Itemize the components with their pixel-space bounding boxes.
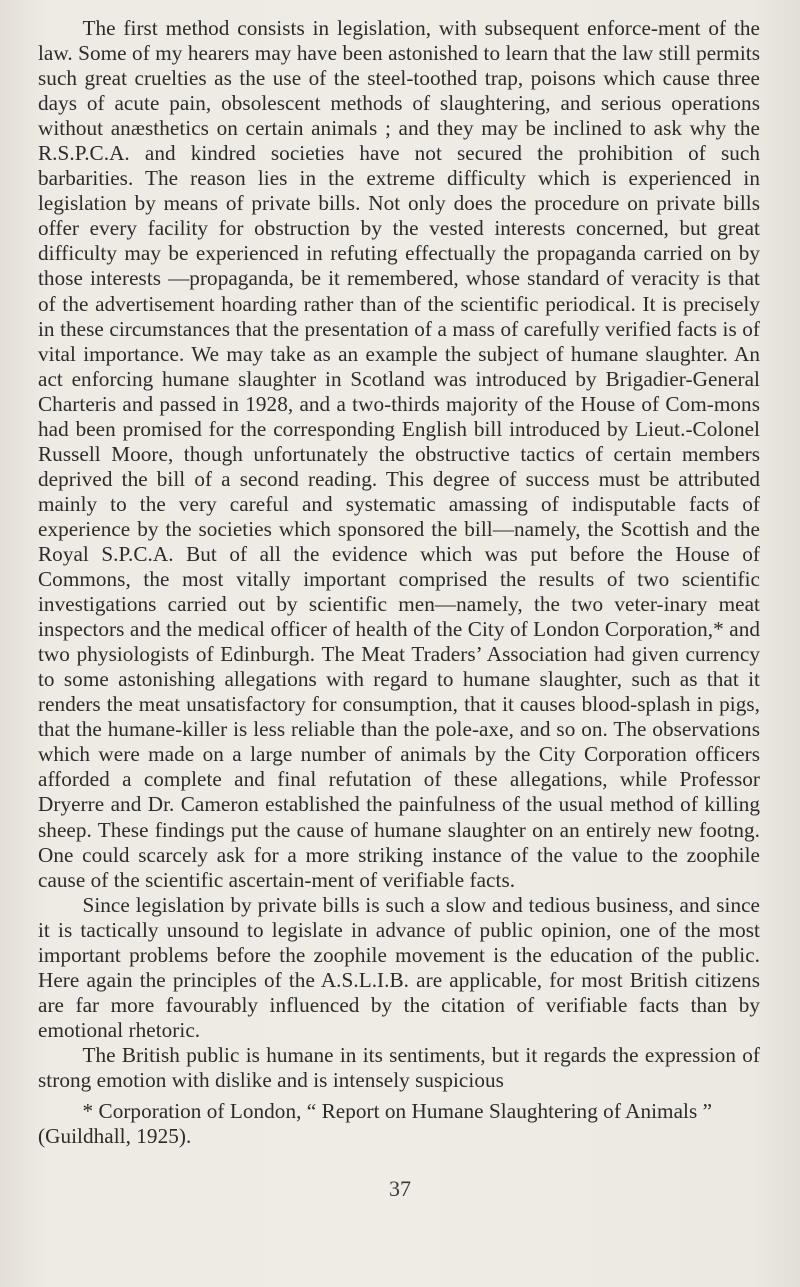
footnote: * Corporation of London, “ Report on Humane Slaughtering of Animals ” (Guildhall, 1925). [38, 1099, 713, 1149]
body-text [38, 16, 760, 1149]
paragraph-education: Since legislation by private bills is such a slow and tedious business, and since it is tactically unsound to legislate in advance of public opinion, one of the most important problems before the zoophile movement is the education of the public. Here again the principles of the A.S.L.I.B. are applicable, for most British citizens are far more favourably influenced by the citation of verifiable facts than by emotional rhetoric. [38, 892, 760, 1042]
paragraph-british-public: The British public is humane in its sentiments, but it regards the expression of strong emotion with dislike and is intensely suspicious [38, 1042, 760, 1092]
paragraph-legislation: The first method consists in legislation, with subsequent enforce-ment of the law. Some of my hearers may have been astonished to learn that the law still permits such great cruelties as the use of the steel-toothed trap, poisons which cause three days of acute pain, obsolescent methods of slaughtering, and serious operations without anæsthetics on certain animals ; and they may be inclined to ask why the R.S.P.C.A. and kindred societies have not secured the prohibition of such barbarities. The reason lies in the extreme difficulty which is experienced in legislation by means of private bills. Not only does the procedure on private bills offer every facility for obstruction by the vested interests concerned, but great difficulty may be experienced in refuting effectually the propaganda carried on by those interests —propaganda, be it remembered, whose standard of veracity is that of the advertisement hoarding rather than of the scientific periodical. It is precisely in these circumstances that the presentation of a mass of carefully verified facts is of vital importance. We may take as an example the subject of humane slaughter. An act enforcing humane slaughter in Scotland was introduced by Brigadier-General Charteris and passed in 1928, and a two-thirds majority of the House of Com-mons had been promised for the corresponding English bill introduced by Lieut.-Colonel Russell Moore, though unfortunately the obstructive tactics of certain members deprived the bill of a second reading. This degree of success must be attributed mainly to the very careful and systematic amassing of indisputable facts of experience by the societies which sponsored the bill—namely, the Scottish and the Royal S.P.C.A. But of all the evidence which was put before the House of Commons, the most vitally important comprised the results of two scientific investigations carried out by scientific men—namely, the two veter-inary meat inspectors and the medical officer of health of the City of London Corporation,* and two physiologists of Edinburgh. The Meat Traders’ Association had given currency to some astonishing allegations with regard to humane slaughter, such as that it renders the meat unsatisfactory for consumption, that it causes blood-splash in pigs, that the humane-killer is less reliable than the pole-axe, and so on. The observations which were made on a large number of animals by the City Corporation officers afforded a complete and final refutation of these allegations, while Professor Dryerre and Dr. Cameron established the painfulness of the usual method of killing sheep. These findings put the cause of humane slaughter on an entirely new footng. One could scarcely ask for a more striking instance of the value to the zoophile cause of the scientific ascertain-ment of verifiable facts. [38, 16, 760, 892]
page-number: 37 [389, 1176, 411, 1201]
